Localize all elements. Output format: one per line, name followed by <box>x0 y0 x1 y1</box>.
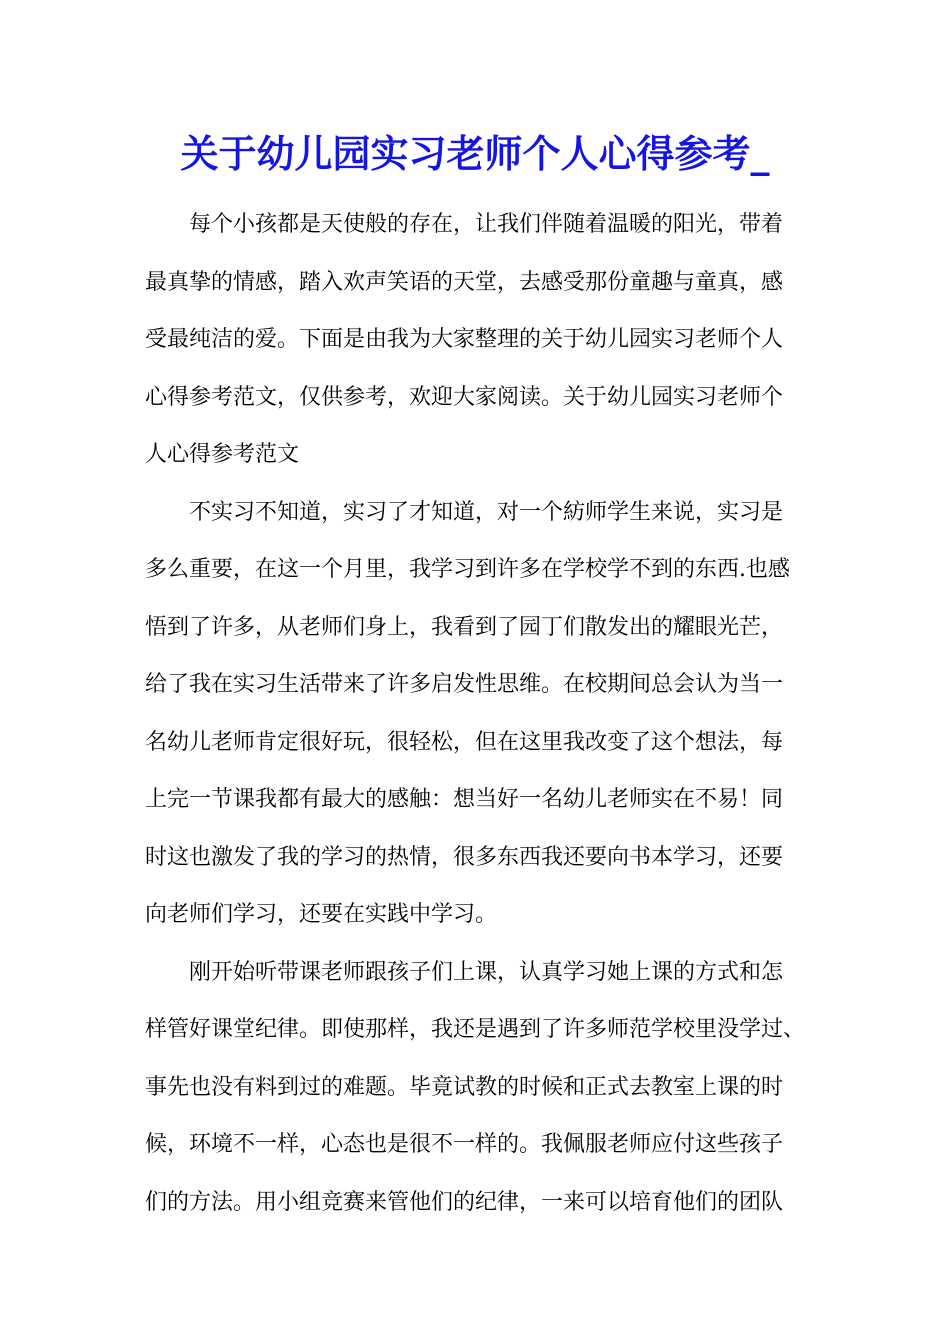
text-line: 刚开始听带课老师跟孩子们上课，认真学习她上课的方式和怎 <box>189 959 784 985</box>
text-line: 时这也激发了我的学习的热情，很多东西我还要向书本学习，还要 <box>145 844 784 870</box>
paragraph-internship <box>145 488 815 948</box>
text-line: 名幼儿老师肯定很好玩，很轻松，但在这里我改变了这个想法，每 <box>145 729 784 755</box>
text-line: 每个小孩都是天使般的存在，让我们伴随着温暖的阳光，带着 <box>189 212 784 237</box>
text-line: 多么重要，在这一个月里，我学习到许多在学校学不到的东西.也感 <box>145 557 790 582</box>
text-line: 们的方法。用小组竞赛来管他们的纪律，一来可以培育他们的团队 <box>145 1189 784 1215</box>
text-line: 悟到了许多，从老师们身上，我看到了园丁们散发出的耀眼光芒， <box>145 614 784 640</box>
text-line: 候，环境不一样，心态也是很不一样的。我佩服老师应付这些孩子 <box>145 1132 784 1157</box>
paragraph-classroom <box>145 948 815 1236</box>
text-line: 不实习不知道，实习了才知道，对一个紡师学生来说，实习是 <box>189 499 784 525</box>
text-line: 向老师们学习，还要在实践中学习。 <box>145 902 498 927</box>
text-line: 事先也没有料到过的难题。毕竟试教的时候和正式去教室上课的时 <box>145 1074 784 1100</box>
text-line: 最真挚的情感，踏入欢声笑语的天堂，去感受那份童趣与童真，感 <box>145 269 784 295</box>
paragraph-intro <box>145 200 815 488</box>
document-title: 关于幼儿园实习老师个人心得参考_ <box>180 131 770 176</box>
text-line: 给了我在实习生活带来了许多启发性思维。在校期间总会认为当一 <box>145 672 784 697</box>
text-line: 上完一节课我都有最大的感触：想当好一名幼儿老师实在不易！同 <box>145 787 784 812</box>
text-line: 心得参考范文，仅供参考，欢迎大家阅读。关于幼儿园实习老师个 <box>145 384 784 410</box>
text-line: 样管好课堂纪律。即使那样，我还是遇到了许多师范学校里没学过、 <box>145 1017 806 1042</box>
text-line: 人心得参考范文 <box>145 442 300 467</box>
document-body <box>145 200 815 1235</box>
text-line: 受最纯洁的爱。下面是由我为大家整理的关于幼儿园实习老师个人 <box>145 327 784 352</box>
